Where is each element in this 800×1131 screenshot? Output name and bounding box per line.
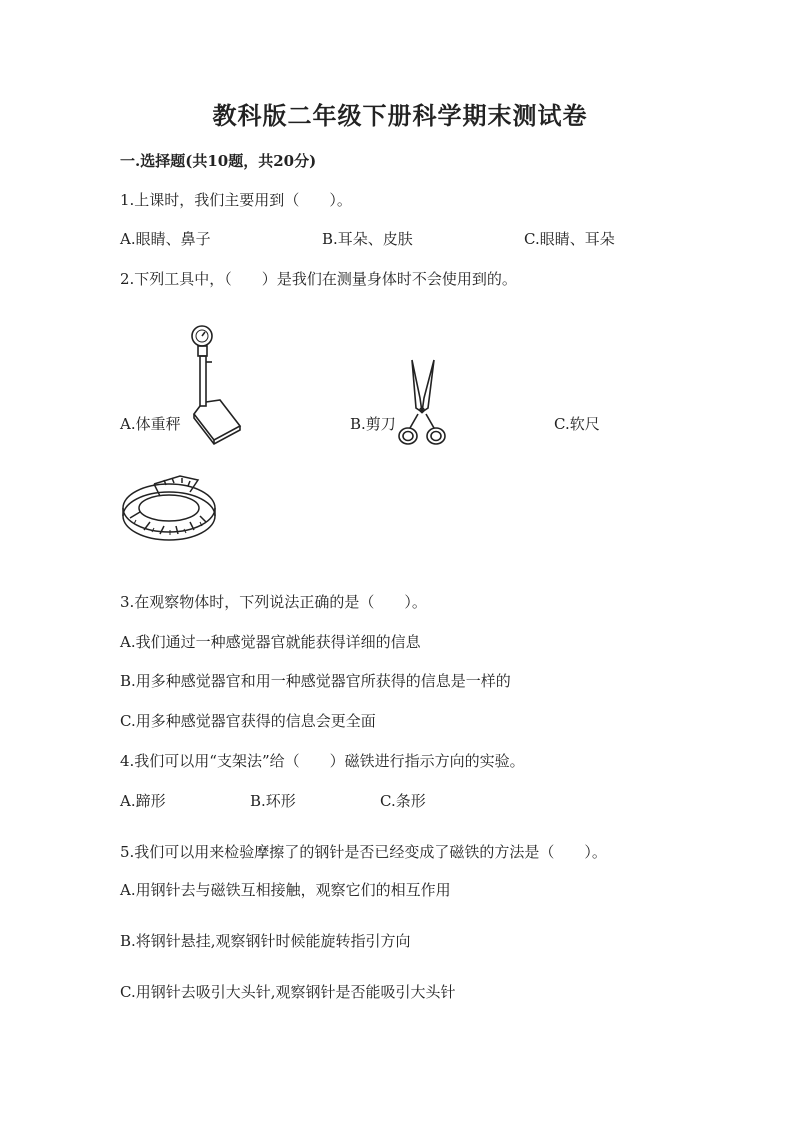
question-2-option-a: A.体重秤 [120, 415, 181, 433]
question-3-stem: 3.在观察物体时，下列说法正确的是（ ）。 [120, 593, 427, 611]
question-4-stem: 4.我们可以用“支架法”给（ ）磁铁进行指示方向的实验。 [120, 752, 525, 770]
page-title: 教科版二年级下册科学期末测试卷 [212, 101, 588, 130]
question-1-option-a: A.眼睛、鼻子 [120, 230, 211, 248]
question-5-option-a: A.用钢针去与磁铁互相接触，观察它们的相互作用 [120, 881, 451, 899]
question-2-stem: 2.下列工具中，（ ）是我们在测量身体时不会使用到的。 [120, 270, 517, 288]
question-3-option-a: A.我们通过一种感觉器官就能获得详细的信息 [120, 633, 421, 651]
question-5-option-b: B.将钢针悬挂,观察钢针时候能旋转指引方向 [120, 932, 411, 950]
question-4-option-a: A.蹄形 [120, 792, 166, 810]
section-heading: 一.选择题(共10题，共20分) [120, 152, 317, 170]
question-1-option-b: B.耳朵、皮肤 [322, 230, 413, 248]
question-2-option-b: B.剪刀 [350, 415, 396, 433]
weight-scale-icon [180, 322, 270, 450]
scissors-icon [396, 358, 450, 450]
tape-measure-icon [120, 472, 218, 550]
question-3-option-b: B.用多种感觉器官和用一种感觉器官所获得的信息是一样的 [120, 672, 511, 690]
question-5-option-c: C.用钢针去吸引大头针,观察钢针是否能吸引大头针 [120, 983, 456, 1001]
question-1-option-c: C.眼睛、耳朵 [524, 230, 615, 248]
question-2-option-c: C.软尺 [554, 415, 600, 433]
question-4-option-c: C.条形 [380, 792, 426, 810]
question-4-option-b: B.环形 [250, 792, 296, 810]
question-3-option-c: C.用多种感觉器官获得的信息会更全面 [120, 712, 376, 730]
question-1-stem: 1.上课时，我们主要用到（ ）。 [120, 191, 352, 209]
question-5-stem: 5.我们可以用来检验摩擦了的钢针是否已经变成了磁铁的方法是（ ）。 [120, 843, 607, 861]
